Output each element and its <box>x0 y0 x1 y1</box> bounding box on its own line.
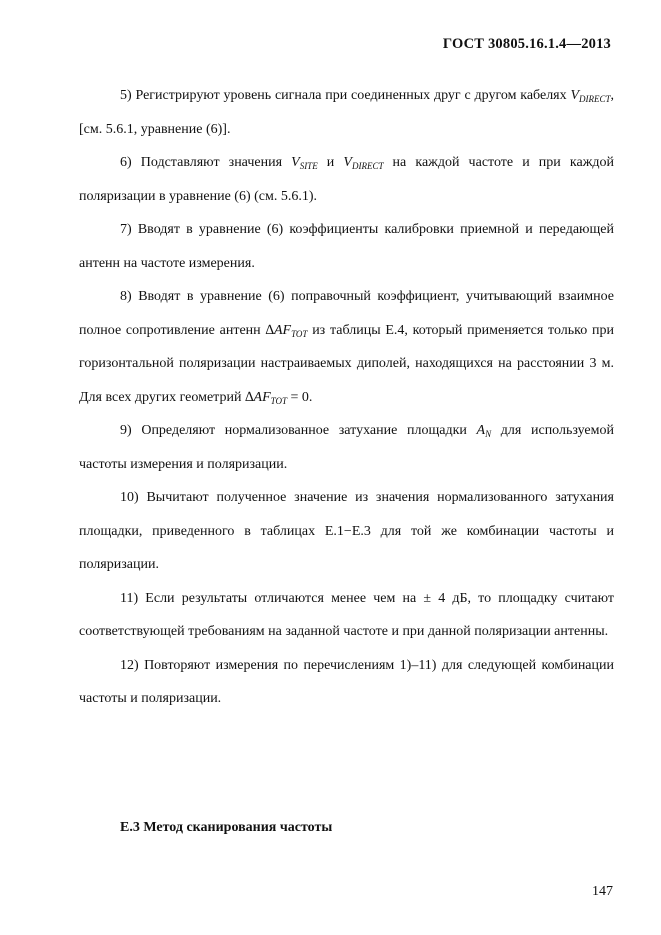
paragraph-p12 <box>79 649 614 716</box>
paragraph-text: 8) Вводят в уравнение (6) поправочный коэффициент, учитывающий взаимное полное сопротивление антенн ∆ <box>79 289 614 338</box>
math-variable: $A_N$ <box>476 423 492 439</box>
paragraph-text: на каждой частоте и при каждой поляризации в уравнение (6) (см. 5.6.1). <box>79 155 614 204</box>
paragraph-p8 <box>79 280 614 414</box>
paragraph-p6 <box>79 146 614 213</box>
paragraph-text: 5) Регистрируют уровень сигнала при соединенных друг с другом кабелях <box>120 88 571 103</box>
paragraph-text: для используемой частоты измерения и поляризации. <box>79 423 614 472</box>
paragraph-text: , [см. 5.6.1, уравнение (6)]. <box>79 88 614 137</box>
paragraph-text: 12) Повторяют измерения по перечислениям 1)–11) для следующей комбинации частоты и поляризации. <box>79 657 614 706</box>
document-body <box>79 79 614 716</box>
paragraph-text: из таблицы Е.4, который применяется только при горизонтальной поляризации настраиваемых диполей, находящихся на расстоянии 3 м. Для всех других геометрий ∆ <box>79 322 614 405</box>
paragraph-text: = 0. <box>286 389 313 405</box>
paragraph-p5 <box>79 79 614 146</box>
paragraph-p11 <box>79 582 614 649</box>
paragraph-text: 10) Вычитают полученное значение из значения нормализованного затухания площадки, приведенного в таблицах Е.1−Е.3 для той же комбинации частоты и поляризации. <box>79 490 614 572</box>
math-variable: $AF_{TOT}$ <box>253 389 287 406</box>
math-variable: $V_{DIRECT}$ <box>570 88 611 104</box>
paragraph-text: 6) Подставляют значения <box>120 155 292 170</box>
math-variable: $AF_{TOT}$ <box>273 322 308 339</box>
paragraph-text: и <box>317 155 344 170</box>
page-number: 147 <box>592 884 613 899</box>
paragraph-text: 9) Определяют нормализованное затухание площадки <box>120 423 477 438</box>
math-variable: $V_{SITE}$ <box>291 155 318 171</box>
paragraph-p9 <box>79 414 614 481</box>
paragraph-p7 <box>79 213 614 280</box>
math-variable: $V_{DIRECT}$ <box>343 155 384 171</box>
paragraph-text: 11) Если результаты отличаются менее чем на ± 4 дБ, то площадку считают соответствующей требованиям на заданной частоте и при данной поляризации антенны. <box>79 590 614 639</box>
paragraph-text: 7) Вводят в уравнение (6) коэффициенты калибровки приемной и передающей антенн на частоте измерения. <box>79 222 614 271</box>
paragraph-p10 <box>79 481 614 582</box>
section-heading: Е.3 Метод сканирования частоты <box>120 820 333 835</box>
document-header: ГОСТ 30805.16.1.4—2013 <box>442 36 611 52</box>
